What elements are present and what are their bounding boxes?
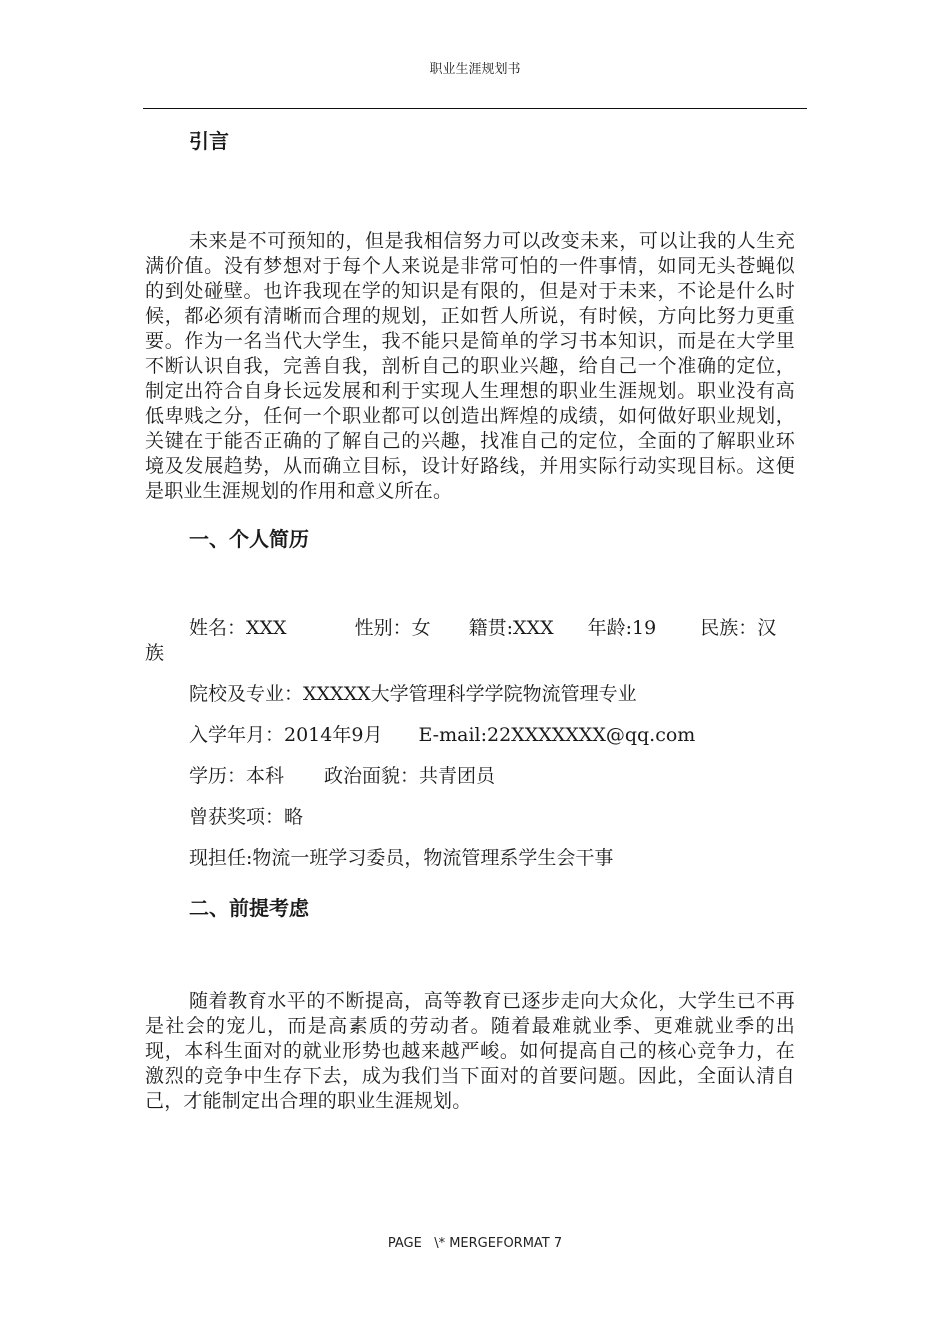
resume-native-place: 籍贯:XXX xyxy=(468,617,554,639)
resume-email: E-mail:22XXXXXXX@qq.com xyxy=(418,724,696,746)
resume-school-major: 院校及专业：XXXXX大学管理科学学院物流管理专业 xyxy=(189,683,637,705)
resume-enrollment-line xyxy=(145,723,795,748)
document-body xyxy=(145,122,795,1114)
resume-awards: 曾获奖项：略 xyxy=(189,806,304,828)
resume-education: 学历：本科 xyxy=(189,765,285,787)
intro-heading: 引言 xyxy=(189,129,229,153)
resume-basic-info xyxy=(145,616,795,666)
resume-current-role: 现担任:物流一班学习委员，物流管理系学生会干事 xyxy=(189,847,614,869)
resume-education-line xyxy=(145,764,795,789)
resume-gender: 性别：女 xyxy=(354,617,431,639)
resume-name: 姓名：XXX xyxy=(189,617,287,639)
header-divider xyxy=(143,108,807,109)
premise-paragraph: 随着教育水平的不断提高，高等教育已逐步走向大众化，大学生已不再是社会的宠儿，而是高素质的劳动者。随着最难就业季、更难就业季的出现，本科生面对的就业形势也越来越严峻。如何提高自己的核心竞争力，在激烈的竞争中生存下去，成为我们当下面对的首要问题。因此，全面认清自己，才能制定出合理的职业生涯规划。 xyxy=(145,990,795,1112)
page-header-title: 职业生涯规划书 xyxy=(429,62,521,77)
premise-heading: 二、前提考虑 xyxy=(189,896,309,920)
resume-heading: 一、个人简历 xyxy=(189,527,309,551)
resume-enrollment: 入学年月：2014年9月 xyxy=(189,724,383,746)
resume-ethnicity: 民族：汉族 xyxy=(145,617,777,664)
page-footer-field: PAGE \* MERGEFORMAT 7 xyxy=(387,1236,563,1251)
intro-paragraph: 未来是不可预知的，但是我相信努力可以改变未来，可以让我的人生充满价值。没有梦想对于每个人来说是非常可怕的一件事情，如同无头苍蝇似的到处碰壁。也许我现在学的知识是有限的，但是对于未来，不论是什么时候，都必须有清晰而合理的规划，正如哲人所说，有时候，方向比努力更重要。作为一名当代大学生，我不能只是简单的学习书本知识，而是在大学里不断认识自我，完善自我，剖析自己的职业兴趣，给自己一个准确的定位，制定出符合自身长远发展和利于实现人生理想的职业生涯规划。职业没有高低卑贱之分，任何一个职业都可以创造出辉煌的成绩，如何做好职业规划，关键在于能否正确的了解自己的兴趣，找准自己的定位，全面的了解职业环境及发展趋势，从而确立目标，设计好路线，并用实际行动实现目标。这便是职业生涯规划的作用和意义所在。 xyxy=(145,230,795,502)
resume-age: 年龄:19 xyxy=(587,617,657,639)
resume-political-status: 政治面貌：共青团员 xyxy=(324,765,496,787)
